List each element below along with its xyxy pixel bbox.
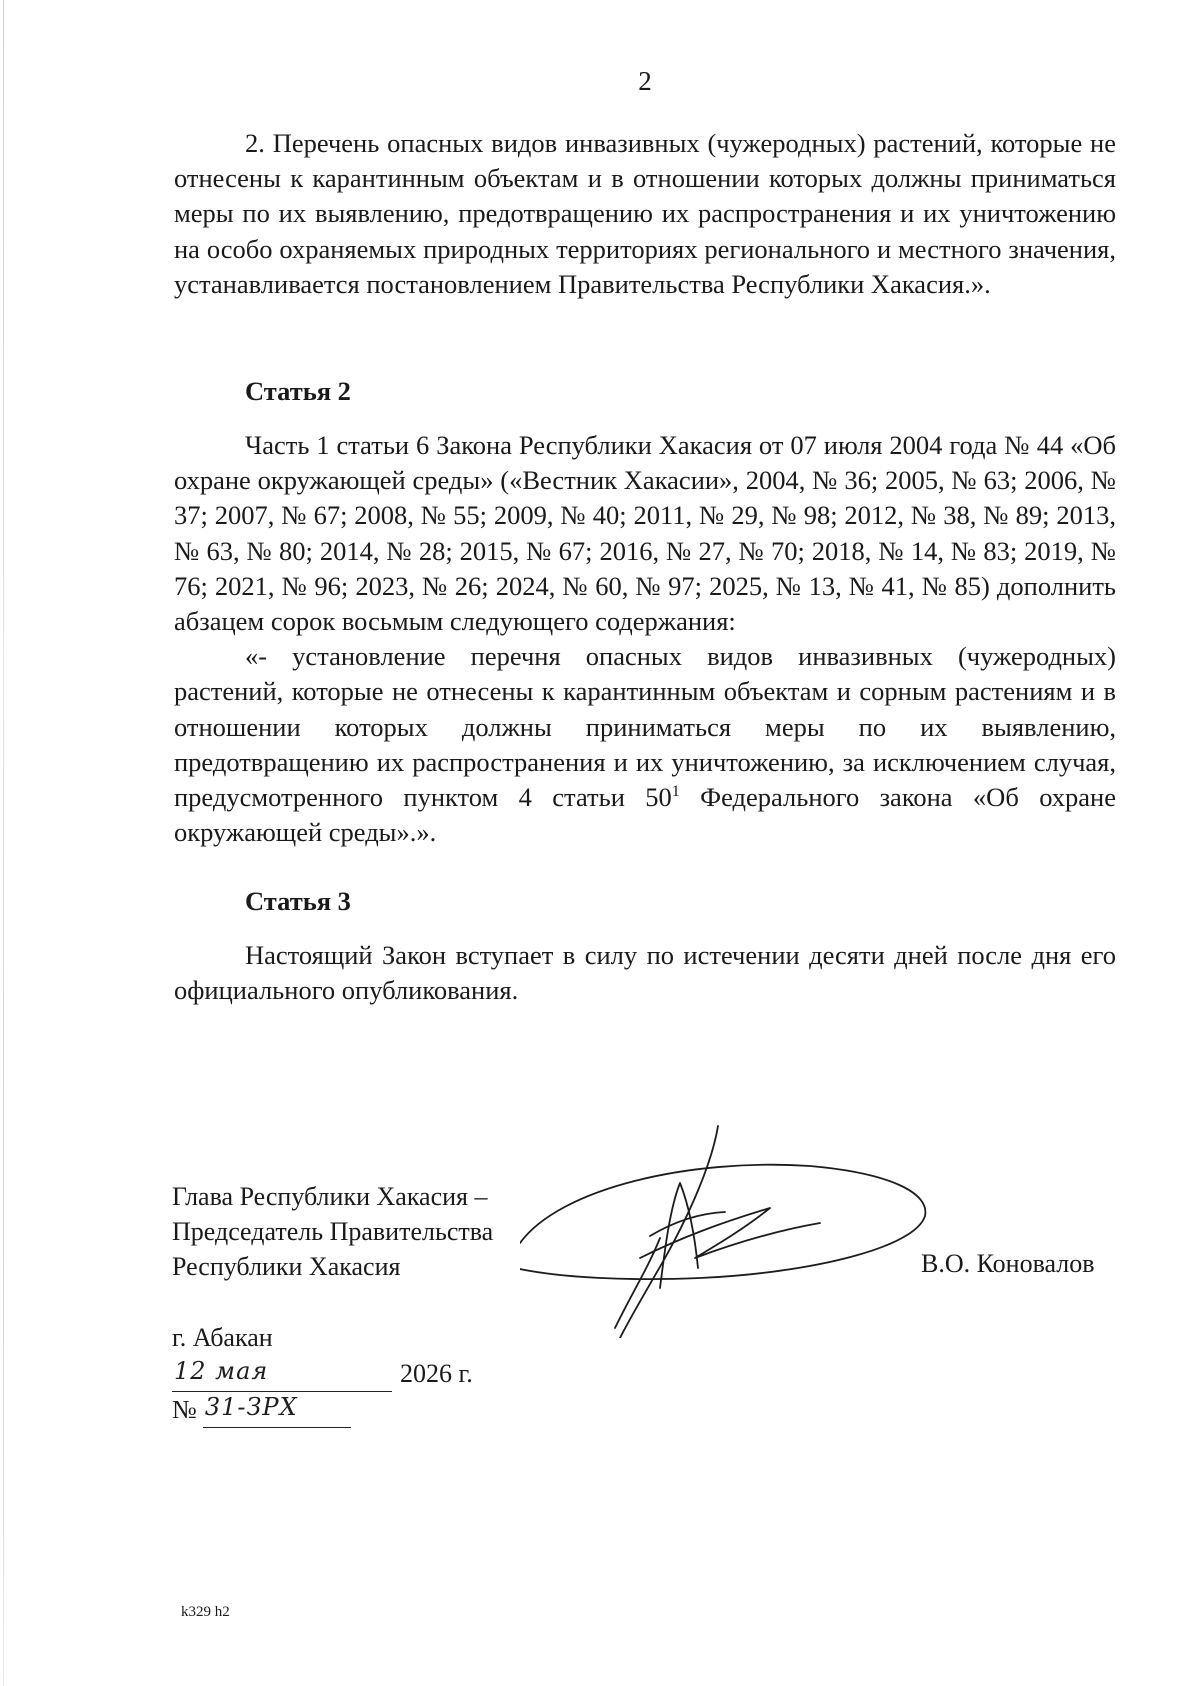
number-prefix: № (172, 1395, 197, 1424)
signatory-title (172, 1179, 493, 1284)
article-3-paragraph-1: Настоящий Закон вступает в силу по истечении десяти дней после дня его официального опубликования. (174, 940, 1116, 1006)
year: 2026 г. (400, 1359, 473, 1388)
signatory-title-line-1: Глава Республики Хакасия – (172, 1182, 488, 1211)
signatory-title-line-2: Председатель Правительства (172, 1217, 494, 1246)
number-blank (203, 1393, 351, 1428)
item-2-paragraph (174, 126, 1116, 302)
handwritten-signature (520, 1118, 940, 1338)
city: г. Абакан (172, 1323, 273, 1352)
article-2-paragraph-2-text: «- установление перечня опасных видов инвазивных (чужеродных) растений, которые не отнесены к карантинным объектам и сорным растениям и в отношении которых должны приниматься меры по их выявлению, предотвращению их распространения и их уничтожению, за исключением случая, предусмотренного пунктом 4 статьи 50 (174, 641, 1116, 813)
article-2-heading: Статья 2 (245, 376, 351, 406)
page-number: 2 (638, 66, 652, 96)
article-2-paragraph-1: Часть 1 статьи 6 Закона Республики Хакасия от 07 июля 2004 года № 44 «Об охране окружающей среды» («Вестник Хакасии», 2004, № 36; 2005, № 63; 2006, № 37; 2007, № 67; 2008, № 55; 2009, № 40; 2011, № 29, № 98; 2012, № 38, № 89; 2013, № 63, № 80; 2014, № 28; 2015, № 67; 2016, № 27, № 70; 2018, № 14, № 83; 2019, № 76; 2021, № 96; 2023, № 26; 2024, № 60, № 97; 2025, № 13, № 41, № 85) дополнить абзацем сорок восьмым следующего содержания: (174, 430, 1116, 637)
handwritten-number: 31-ЗРХ (204, 1393, 298, 1421)
place-date-number (172, 1320, 473, 1428)
signatory-title-line-3: Республики Хакасия (172, 1252, 401, 1281)
signer-name: В.О. Коновалов (921, 1249, 1095, 1278)
article-2-paragraph-2-tail: Федерального закона «Об охране окружающей среды».». (174, 782, 1116, 848)
date-row (172, 1356, 473, 1392)
article-2-body (174, 428, 1116, 850)
number-row (172, 1392, 473, 1428)
date-blank (172, 1357, 392, 1392)
item-2-text: 2. Перечень опасных видов инвазивных (чужеродных) растений, которые не отнесены к карантинным объектам и в отношении которых должны приниматься меры по их выявлению, предотвращению их распространения и их уничтожению на особо охраняемых природных территориях регионального и местного значения, устанавливается постановлением Правительства Республики Хакасия.». (174, 128, 1116, 299)
article-superscript: 1 (671, 783, 680, 801)
article-3-body (174, 938, 1116, 1008)
handwritten-date: 12 мая (174, 1357, 269, 1385)
article-2-paragraph-2 (174, 639, 1116, 850)
scan-edge-line (3, 0, 4, 1686)
footer-code: k329 h2 (181, 1604, 230, 1620)
article-3-heading: Статья 3 (245, 886, 351, 916)
